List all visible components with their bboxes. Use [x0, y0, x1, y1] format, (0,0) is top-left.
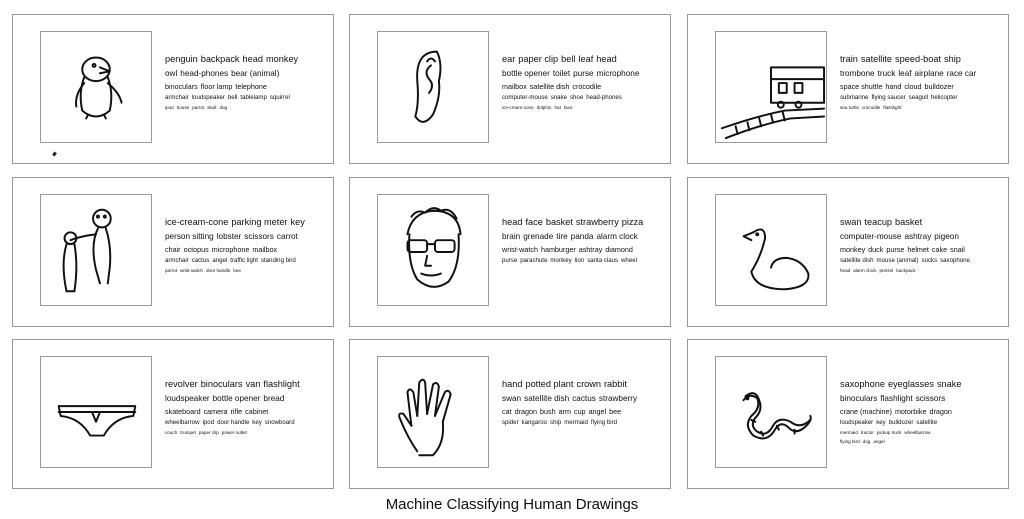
- class-label: mailbox: [252, 244, 278, 254]
- class-label: scissors: [244, 231, 274, 241]
- class-label: wheel: [621, 256, 637, 264]
- label-line: [840, 420, 1002, 431]
- class-label: dog: [219, 104, 228, 110]
- class-label: cactus: [572, 393, 596, 403]
- class-label: house: [176, 104, 190, 110]
- class-label: bottle opener: [502, 68, 550, 78]
- class-label: backpack: [896, 267, 916, 273]
- class-label: cup: [573, 406, 586, 416]
- class-label: duck: [868, 244, 884, 254]
- card-snake: [687, 339, 1009, 489]
- class-label: mermaid: [840, 429, 858, 435]
- label-line: [840, 380, 1002, 395]
- class-label: parrot: [165, 267, 178, 273]
- class-label: power outlet: [221, 429, 247, 435]
- class-label: hand: [502, 379, 523, 389]
- class-label: alarm clock: [596, 231, 638, 241]
- class-label: head: [242, 54, 263, 64]
- drawing-ear: [377, 31, 489, 143]
- card-hand: [349, 339, 671, 489]
- class-label: scissors: [915, 393, 946, 403]
- class-label: bee: [609, 406, 622, 416]
- class-label: bulldozer: [924, 81, 954, 91]
- card-underwear: [12, 339, 334, 489]
- label-line: [840, 70, 1002, 83]
- class-label: purse: [886, 244, 905, 254]
- class-label: crane (machine): [840, 406, 892, 416]
- class-label: ear: [502, 54, 516, 64]
- class-label: satellite dish: [524, 393, 570, 403]
- class-label: binoculars: [840, 393, 878, 403]
- class-label: bread: [263, 393, 285, 403]
- class-label: crocodile: [861, 104, 881, 110]
- label-line: [840, 55, 1002, 70]
- label-line: [165, 233, 327, 246]
- drawing-snake: [715, 356, 827, 468]
- class-label: hand: [885, 81, 902, 91]
- class-label: satellite dish: [529, 81, 570, 91]
- class-label: computer-mouse: [502, 93, 548, 101]
- class-label: alarm clock: [853, 267, 877, 273]
- class-label: traffic light: [230, 256, 258, 264]
- drawing-underwear: [40, 356, 152, 468]
- class-label: door handle: [206, 267, 231, 273]
- class-label: key: [252, 418, 262, 426]
- class-label: couch: [165, 429, 178, 435]
- class-label: dog: [862, 438, 871, 444]
- class-label: flashlight: [880, 393, 913, 403]
- class-label: octopus: [183, 244, 209, 254]
- class-label: carrot: [276, 231, 298, 241]
- card-ear: [349, 14, 671, 164]
- class-label: wrist-watch: [180, 267, 203, 273]
- labels-face: [502, 218, 664, 269]
- class-label: basket: [545, 217, 573, 227]
- class-label: monkey: [550, 256, 572, 264]
- class-label: teacup: [864, 217, 893, 227]
- label-line: [165, 55, 327, 70]
- class-label: dragon: [929, 406, 952, 416]
- class-label: armchair: [165, 93, 189, 101]
- class-label: submarine: [840, 93, 869, 101]
- labels-underwear: [165, 380, 327, 440]
- class-label: wrist-watch: [502, 244, 538, 254]
- class-label: cabinet: [245, 406, 269, 416]
- label-line: [840, 246, 1002, 258]
- class-label: ipod: [202, 418, 215, 426]
- label-line: [502, 380, 664, 395]
- class-label: head: [840, 267, 851, 273]
- class-label: santa claus: [587, 256, 619, 264]
- label-line: [502, 218, 664, 233]
- label-line: [840, 83, 1002, 95]
- class-label: tire: [556, 231, 568, 241]
- class-label: toilet: [552, 68, 571, 78]
- class-label: speed-boat: [895, 54, 942, 64]
- class-label: squirrel: [269, 93, 290, 101]
- class-label: head: [596, 54, 617, 64]
- class-label: lion: [574, 256, 585, 264]
- drawing-penguin: [40, 31, 152, 143]
- label-line: [165, 258, 327, 269]
- class-label: snake: [936, 379, 962, 389]
- class-label: hamburger: [540, 244, 576, 254]
- class-label: loudspeaker: [165, 393, 210, 403]
- drawing-swan: [715, 194, 827, 306]
- class-label: potted plant: [525, 379, 574, 389]
- class-label: wheelbarrow: [904, 429, 931, 435]
- class-label: pizza: [621, 217, 644, 227]
- class-label: key: [876, 418, 886, 426]
- class-label: strawberry: [598, 393, 638, 403]
- label-line: [165, 246, 327, 258]
- class-label: loudspeaker: [191, 93, 225, 101]
- label-line: [840, 233, 1002, 246]
- class-label: satellite: [916, 418, 938, 426]
- class-label: socks: [921, 256, 938, 264]
- class-label: loudspeaker: [840, 418, 874, 426]
- label-line: [165, 83, 327, 95]
- class-label: cat: [502, 406, 512, 416]
- labels-hand: [502, 380, 664, 431]
- class-label: telephone: [235, 81, 267, 91]
- card-figures: [12, 177, 334, 327]
- class-label: face: [563, 104, 573, 110]
- class-label: panda: [570, 231, 594, 241]
- class-label: floor lamp: [200, 81, 233, 91]
- label-line: [502, 395, 664, 408]
- class-label: tractor: [860, 429, 874, 435]
- class-label: face: [525, 217, 543, 227]
- label-line: [502, 408, 664, 420]
- class-label: trumpet: [180, 429, 196, 435]
- class-label: computer-mouse: [840, 231, 902, 241]
- label-line: [165, 218, 327, 233]
- label-line: [502, 95, 664, 106]
- class-label: dolphin: [536, 104, 552, 110]
- class-label: helicopter: [930, 93, 958, 101]
- class-label: bottle opener: [212, 393, 261, 403]
- label-line: [165, 70, 327, 83]
- class-label: race car: [946, 68, 977, 78]
- class-label: leaf: [898, 68, 912, 78]
- class-label: person sitting: [165, 231, 214, 241]
- class-label: purse: [573, 68, 594, 78]
- label-line: [502, 55, 664, 70]
- class-label: paper clip: [518, 54, 559, 64]
- class-label: pigeon: [934, 231, 959, 241]
- class-label: bear (animal): [231, 68, 280, 78]
- label-line: [840, 408, 1002, 420]
- class-label: cactus: [191, 256, 210, 264]
- class-label: lobster: [216, 231, 242, 241]
- class-label: grenade: [523, 231, 554, 241]
- label-line: [165, 420, 327, 431]
- label-line: [840, 218, 1002, 233]
- class-label: satellite dish: [840, 256, 874, 264]
- class-label: camera: [203, 406, 228, 416]
- class-label: leaf: [578, 54, 594, 64]
- class-label: space shuttle: [840, 81, 883, 91]
- label-line: [502, 83, 664, 95]
- label-line: [840, 258, 1002, 269]
- class-label: kangaroo: [521, 418, 548, 426]
- label-line: [165, 408, 327, 420]
- class-label: pretzel: [879, 267, 894, 273]
- class-label: binoculars: [165, 81, 198, 91]
- label-line: [502, 258, 664, 269]
- labels-penguin: [165, 55, 327, 115]
- label-line: [165, 95, 327, 106]
- class-label: ashtray: [904, 231, 932, 241]
- class-label: van: [245, 379, 261, 389]
- class-label: trombone: [840, 68, 875, 78]
- class-label: swan: [840, 217, 862, 227]
- class-label: train: [840, 54, 858, 64]
- class-label: owl: [165, 68, 178, 78]
- card-penguin: [12, 14, 334, 164]
- class-label: flashlight: [263, 379, 300, 389]
- class-label: angel: [873, 438, 885, 444]
- class-label: binoculars: [200, 379, 243, 389]
- class-label: armchair: [165, 256, 189, 264]
- class-label: crocodile: [572, 81, 602, 91]
- class-label: ashtray: [578, 244, 603, 254]
- class-label: ship: [944, 54, 961, 64]
- class-label: parking meter: [231, 217, 288, 227]
- class-label: truck: [877, 68, 896, 78]
- class-label: snowboard: [264, 418, 295, 426]
- figure-caption: Machine Classifying Human Drawings: [385, 496, 639, 513]
- drawing-hand: [377, 356, 489, 468]
- class-label: mermaid: [564, 418, 588, 426]
- label-line: [502, 233, 664, 246]
- label-line: [165, 380, 327, 395]
- card-train: [687, 14, 1009, 164]
- class-label: pickup truck: [876, 429, 902, 435]
- class-label: ice-cream-cone: [165, 217, 229, 227]
- class-label: chair: [165, 244, 181, 254]
- class-label: angel: [588, 406, 607, 416]
- class-label: helmet: [907, 244, 929, 254]
- class-label: standing bird: [260, 256, 296, 264]
- label-line: [165, 431, 327, 440]
- class-label: brain: [502, 231, 521, 241]
- class-label: door handle: [217, 418, 250, 426]
- class-label: ipod: [165, 104, 174, 110]
- class-label: ship: [550, 418, 562, 426]
- class-label: monkey: [840, 244, 866, 254]
- label-line: [840, 95, 1002, 106]
- label-line: [165, 395, 327, 408]
- class-label: arm: [558, 406, 571, 416]
- class-label: bush: [539, 406, 556, 416]
- labels-swan: [840, 218, 1002, 278]
- class-label: cake: [931, 244, 948, 254]
- card-face: [349, 177, 671, 327]
- class-label: head-phones: [180, 68, 229, 78]
- class-label: bulldozer: [888, 418, 914, 426]
- class-label: backpack: [200, 54, 240, 64]
- class-label: ice-cream-cone: [502, 104, 534, 110]
- label-line: [502, 246, 664, 258]
- class-label: rifle: [230, 406, 243, 416]
- label-line: [840, 440, 1002, 449]
- class-label: spider: [502, 418, 519, 426]
- class-label: parachute: [520, 256, 548, 264]
- class-label: microphone: [596, 68, 640, 78]
- class-label: airplane: [914, 68, 944, 78]
- labels-snake: [840, 380, 1002, 449]
- class-label: skateboard: [165, 406, 201, 416]
- class-label: key: [290, 217, 305, 227]
- drawing-figures: [40, 194, 152, 306]
- label-line: [502, 70, 664, 83]
- class-label: wheelbarrow: [165, 418, 200, 426]
- class-label: swan: [502, 393, 522, 403]
- drawing-train: [715, 31, 827, 143]
- labels-train: [840, 55, 1002, 115]
- label-line: [502, 420, 664, 431]
- class-label: sea turtle: [840, 104, 859, 110]
- class-label: hat: [554, 104, 561, 110]
- class-label: bell: [561, 54, 576, 64]
- label-line: [165, 106, 327, 115]
- class-label: motorbike: [894, 406, 927, 416]
- label-line: [840, 106, 1002, 115]
- drawing-face: [377, 194, 489, 306]
- label-line: [840, 395, 1002, 408]
- class-label: monkey: [265, 54, 299, 64]
- class-label: cloud: [904, 81, 922, 91]
- label-line: [840, 269, 1002, 278]
- class-label: skull: [207, 104, 217, 110]
- card-swan: [687, 177, 1009, 327]
- class-label: penguin: [165, 54, 198, 64]
- class-label: snake: [550, 93, 567, 101]
- class-label: angel: [212, 256, 228, 264]
- class-label: bee: [233, 267, 241, 273]
- class-label: shoe: [570, 93, 584, 101]
- class-label: snail: [950, 244, 965, 254]
- class-label: purse: [502, 256, 518, 264]
- label-line: [502, 106, 664, 115]
- class-label: diamond: [605, 244, 633, 254]
- label-line: [165, 269, 327, 278]
- class-label: tablelamp: [240, 93, 267, 101]
- class-label: basket: [895, 217, 923, 227]
- class-label: head: [502, 217, 523, 227]
- class-label: mailbox: [502, 81, 527, 91]
- class-label: parrot: [192, 104, 205, 110]
- labels-figures: [165, 218, 327, 278]
- class-label: mouse (animal): [876, 256, 919, 264]
- class-label: dragon: [514, 406, 537, 416]
- class-label: seagull: [908, 93, 928, 101]
- class-label: flashlight: [883, 104, 902, 110]
- class-label: paper clip: [198, 429, 219, 435]
- class-label: microphone: [211, 244, 250, 254]
- class-label: rabbit: [604, 379, 627, 389]
- class-label: flying saucer: [871, 93, 906, 101]
- class-label: bell: [227, 93, 238, 101]
- class-label: flying bird: [590, 418, 618, 426]
- class-label: crown: [576, 379, 601, 389]
- class-label: flying bird: [840, 438, 860, 444]
- class-label: eyeglasses: [887, 379, 934, 389]
- class-label: saxophone: [840, 379, 885, 389]
- class-label: revolver: [165, 379, 198, 389]
- class-label: head-phones: [586, 93, 622, 101]
- class-label: saxophone: [940, 256, 970, 264]
- class-label: strawberry: [575, 217, 619, 227]
- labels-ear: [502, 55, 664, 115]
- class-label: satellite: [860, 54, 893, 64]
